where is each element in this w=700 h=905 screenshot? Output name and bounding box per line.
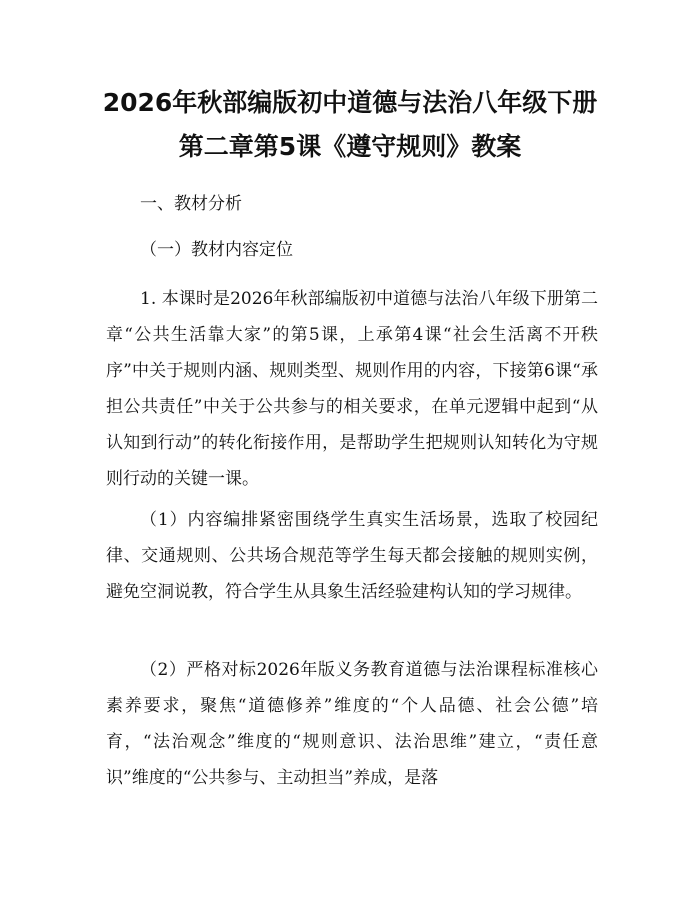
document-title-line-2: 第二章第5课《遵守规则》教案 [178,132,522,161]
subsection-heading-content-positioning: （一）教材内容定位 [140,240,293,260]
paragraph-2: （1）内容编排紧密围绕学生真实生活场景，选取了校园纪律、交通规则、公共场合规范等学生每天都会接触的规则实例，避免空洞说教，符合学生从具象生活经验建构认知的学习规律。 [106,510,598,602]
document-title-line-1: 2026年秋部编版初中道德与法治八年级下册 [102,88,598,117]
paragraph-3: （2）严格对标2026年版义务教育道德与法治课程标准核心素养要求，聚焦“道德修养”维度的“个人品德、社会公德”培育，“法治观念”维度的“规则意识、法治思维”建立，“责任意识”维度的“公共参与、主动担当”养成，是落 [106,660,598,788]
paragraph-1: 1. 本课时是2026年秋部编版初中道德与法治八年级下册第二章“公共生活靠大家”的第5课，上承第4课“社会生活离不开秩序”中关于规则内涵、规则类型、规则作用的内容，下接第6课“承担公共责任”中关于公共参与的相关要求，在单元逻辑中起到“从认知到行动”的转化衔接作用，是帮助学生把规则认知转化为守规则行动的关键一课。 [106,289,598,489]
section-heading-textbook-analysis: 一、教材分析 [140,194,242,214]
